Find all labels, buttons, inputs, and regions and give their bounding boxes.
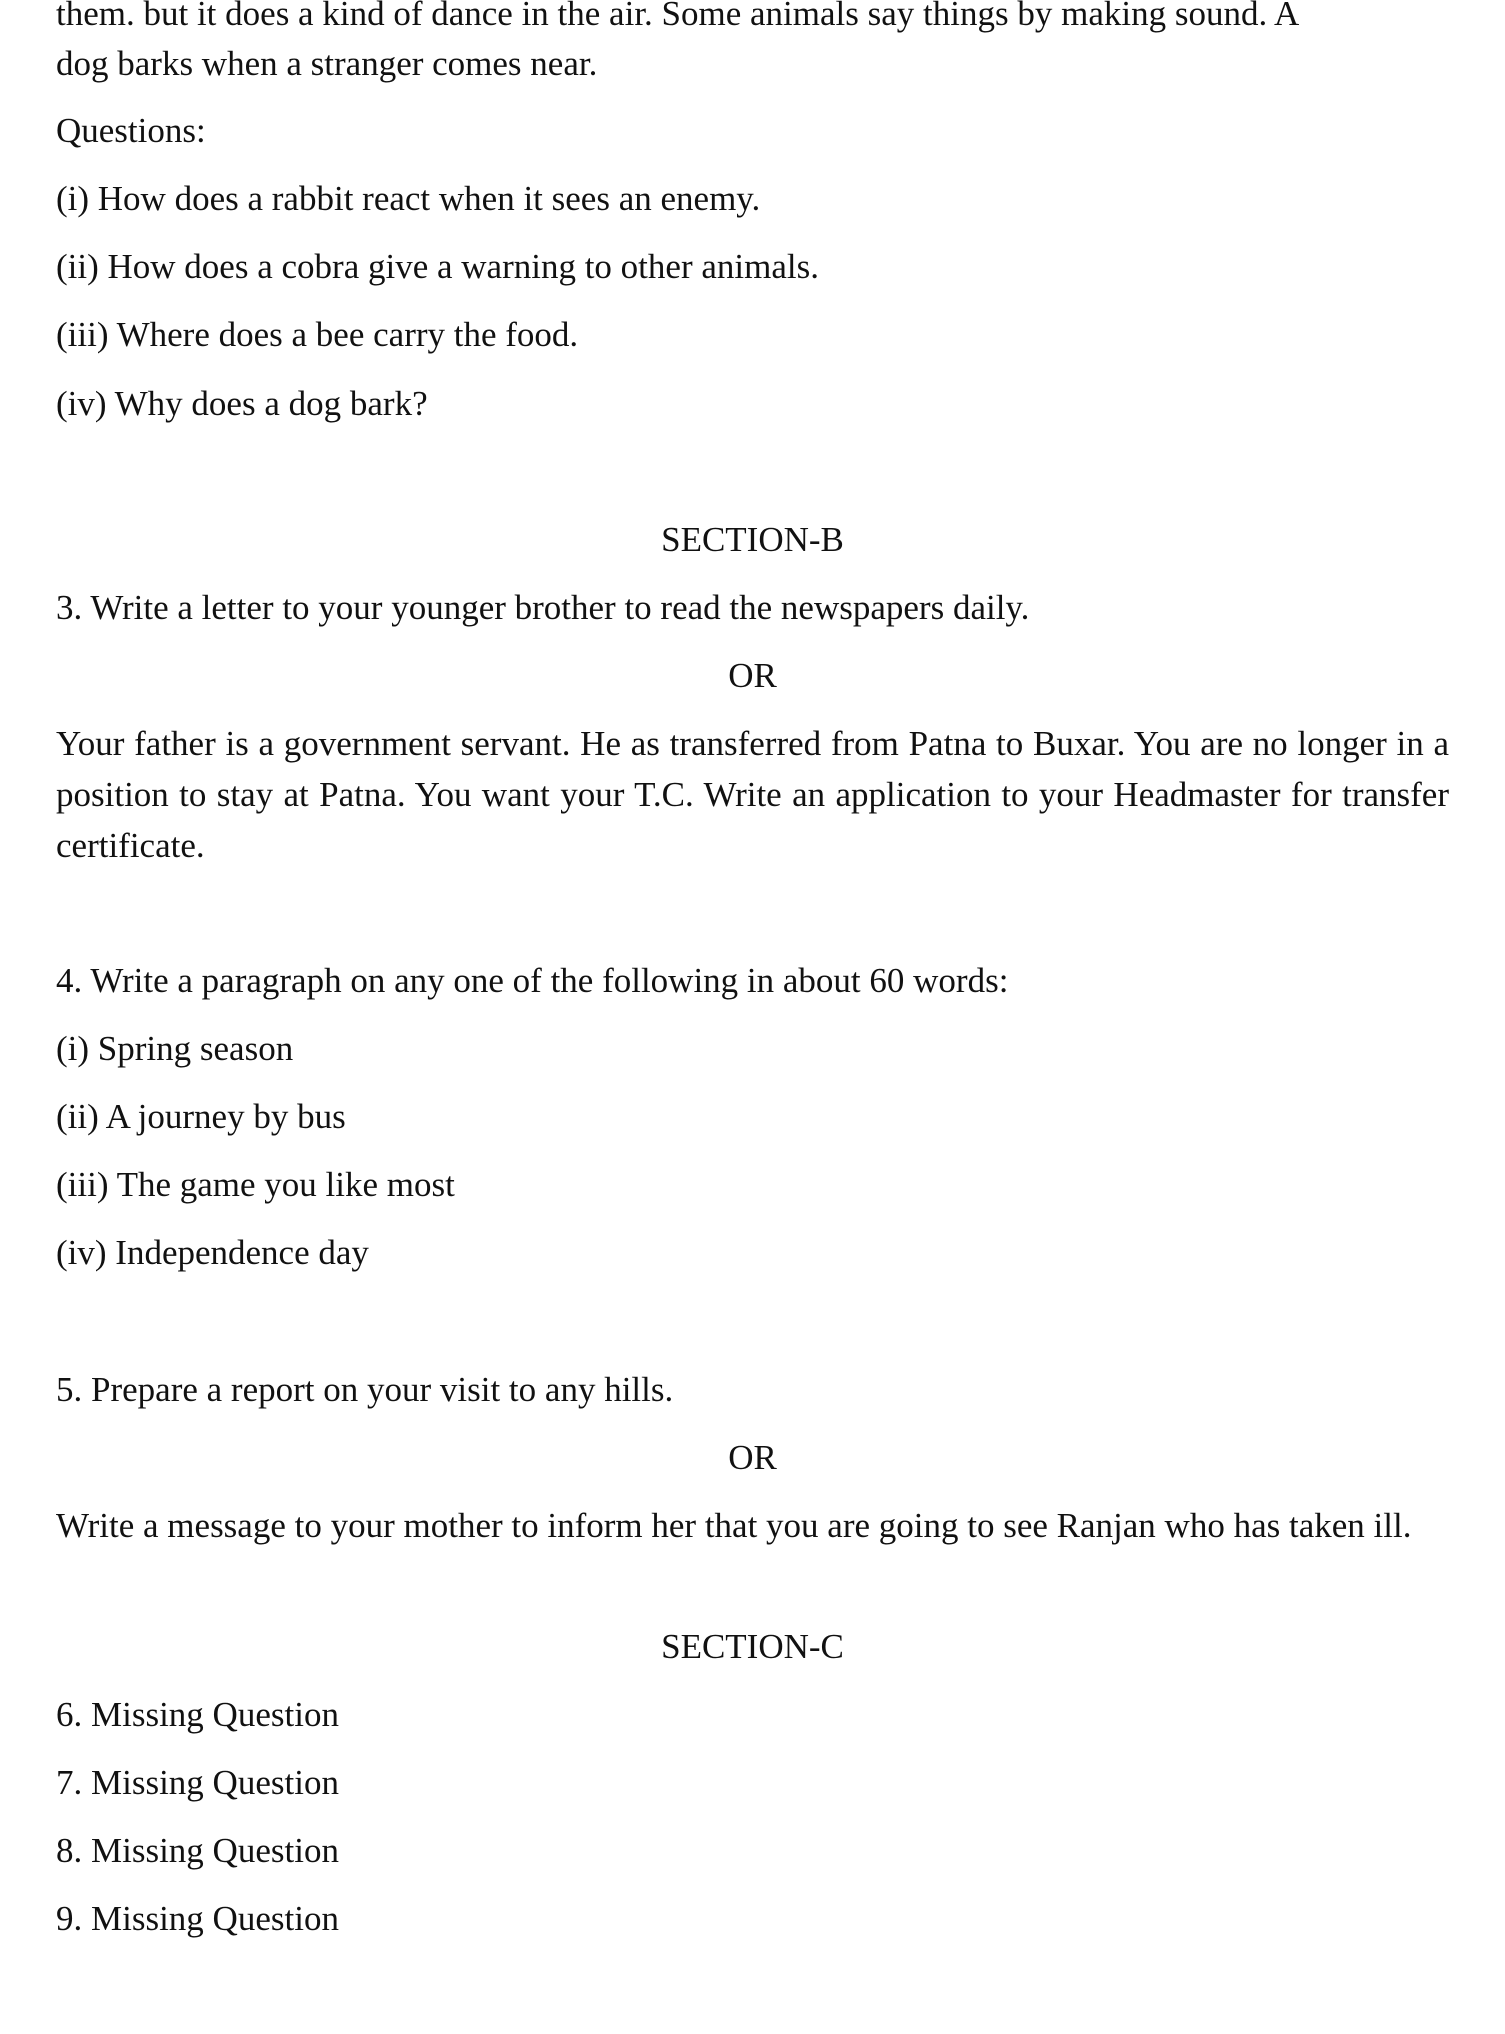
section-c-item-8: 8. Missing Question (56, 1831, 339, 1870)
question-3: 3. Write a letter to your younger brother to read the newspapers daily. (56, 588, 1030, 627)
question-4-option-2: (ii) A journey by bus (56, 1097, 346, 1136)
passage-line-1: them. but it does a kind of dance in the air. Some animals say things by making sound. A (56, 0, 1300, 33)
question-item-2: (ii) How does a cobra give a warning to other animals. (56, 247, 819, 286)
section-b-heading: SECTION-B (661, 520, 844, 559)
question-3-or: OR (728, 656, 777, 695)
question-5-alternative: Write a message to your mother to inform her that you are going to see Ranjan who has taken ill. (56, 1506, 1412, 1545)
passage-line-2: dog barks when a stranger comes near. (56, 44, 598, 83)
section-c-heading: SECTION-C (661, 1627, 844, 1666)
question-5-or: OR (728, 1438, 777, 1477)
question-4-option-4: (iv) Independence day (56, 1233, 369, 1272)
section-c-item-9: 9. Missing Question (56, 1899, 339, 1938)
question-5: 5. Prepare a report on your visit to any hills. (56, 1370, 674, 1409)
section-c-item-7: 7. Missing Question (56, 1763, 339, 1802)
question-4: 4. Write a paragraph on any one of the following in about 60 words: (56, 961, 1009, 1000)
questions-label: Questions: (56, 111, 206, 150)
question-4-option-1: (i) Spring season (56, 1029, 294, 1068)
question-item-3: (iii) Where does a bee carry the food. (56, 315, 579, 354)
question-item-4: (iv) Why does a dog bark? (56, 384, 428, 423)
question-4-option-3: (iii) The game you like most (56, 1165, 455, 1204)
question-3-alternative: Your father is a government servant. He as transferred from Patna to Buxar. You are no longer in a position to stay at Patna. You want your T.C. Write an application to your Headmaster for transfer certificate. (56, 724, 1449, 865)
question-item-1: (i) How does a rabbit react when it sees an enemy. (56, 179, 761, 218)
section-c-item-6: 6. Missing Question (56, 1695, 339, 1734)
